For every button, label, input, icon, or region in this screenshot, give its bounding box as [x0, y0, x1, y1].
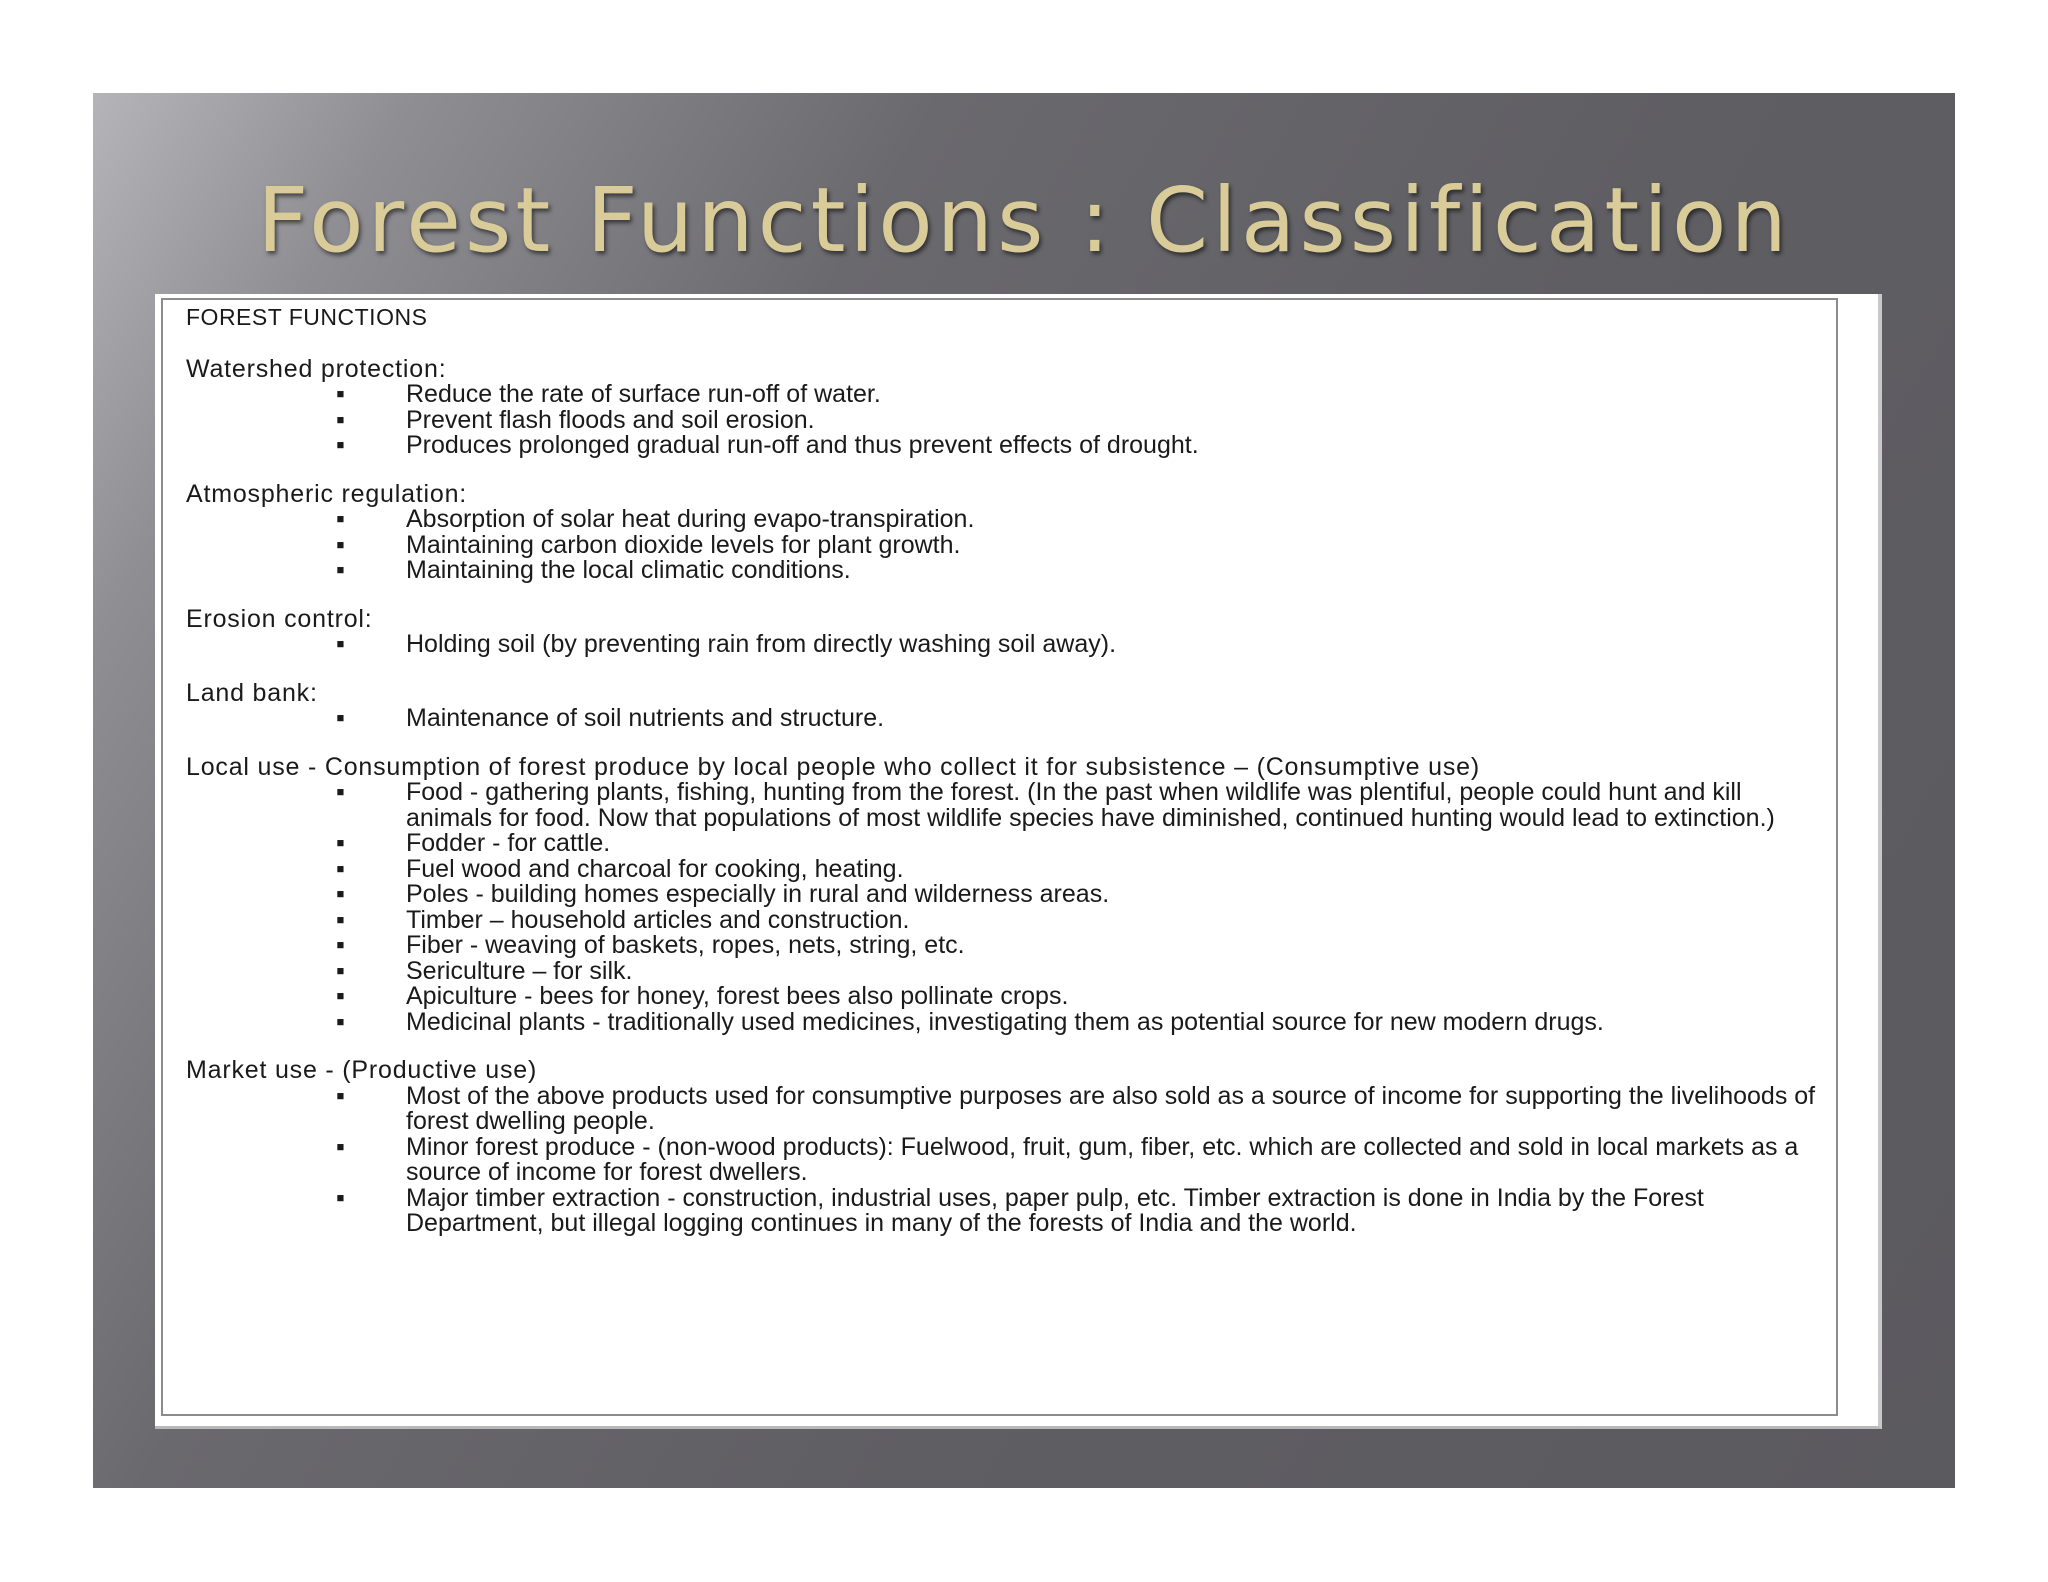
list-item: [186, 1007, 1846, 1036]
section: [186, 678, 1846, 732]
bullet-icon: ▪: [336, 431, 345, 459]
list-item: [186, 1132, 1846, 1186]
bullet-icon: ▪: [336, 380, 345, 408]
list-item: [186, 1183, 1846, 1237]
list-item-text: Medicinal plants - traditionally used medicines, investigating them as potential source for new modern drugs.: [406, 1007, 1604, 1036]
bullet-list: [186, 507, 1846, 584]
bullet-icon: ▪: [336, 829, 345, 857]
document-content: [186, 305, 1846, 1260]
list-item: [186, 382, 1846, 408]
list-item: [186, 405, 1846, 434]
list-item: [186, 530, 1846, 559]
document-heading: FOREST FUNCTIONS: [186, 304, 428, 330]
section-title: Market use - (Productive use): [186, 1056, 538, 1084]
section: [186, 1058, 1846, 1237]
list-item-text: Sericulture – for silk.: [406, 956, 633, 985]
section: [186, 604, 1846, 658]
bullet-icon: ▪: [336, 704, 345, 732]
bullet-icon: ▪: [336, 905, 345, 934]
list-item-text: Major timber extraction - construction, industrial uses, paper pulp, etc. Timber extraction is done in India by the Forest Department, but illegal logging continues in many of the forests of India and the world.: [406, 1183, 1704, 1237]
list-item: [186, 632, 1846, 658]
bullet-icon: ▪: [336, 1081, 345, 1110]
list-item: [186, 507, 1846, 533]
section-title: Local use - Consumption of forest produce by local people who collect it for subsistence – (Consumptive use): [186, 752, 1480, 781]
bullet-list: [186, 780, 1846, 1035]
list-item-text: Fuel wood and charcoal for cooking, heating.: [406, 854, 904, 883]
list-item-text: Maintaining the local climatic conditions.: [406, 556, 851, 584]
bullet-icon: ▪: [336, 630, 345, 658]
bullet-list: [186, 382, 1846, 459]
slide-title: Forest Functions : Classification: [257, 168, 1791, 272]
bullet-list: [186, 632, 1846, 658]
bullet-list: [186, 706, 1846, 732]
bullet-icon: ▪: [336, 982, 345, 1010]
bullet-icon: ▪: [336, 956, 345, 985]
list-item: [186, 854, 1846, 883]
list-item-text: Maintenance of soil nutrients and structure.: [406, 704, 885, 732]
bullet-icon: ▪: [336, 1007, 345, 1036]
list-item: [186, 558, 1846, 584]
section-title: Watershed protection:: [186, 354, 447, 383]
list-item-text: Produces prolonged gradual run-off and thus prevent effects of drought.: [406, 431, 1199, 459]
section-title: Erosion control:: [186, 604, 373, 633]
list-item: [186, 1081, 1846, 1135]
bullet-icon: ▪: [336, 1183, 345, 1212]
bullet-icon: ▪: [336, 556, 345, 584]
section-title: Atmospheric regulation:: [186, 479, 468, 508]
list-item-text: Prevent flash floods and soil erosion.: [406, 405, 815, 434]
bullet-icon: ▪: [336, 405, 345, 434]
bullet-icon: ▪: [336, 530, 345, 559]
section: [186, 479, 1846, 584]
list-item-text: Holding soil (by preventing rain from directly washing soil away).: [406, 630, 1117, 658]
list-item-text: Timber – household articles and construction.: [406, 905, 910, 934]
list-item-text: Reduce the rate of surface run-off of water.: [406, 380, 881, 408]
bullet-icon: ▪: [336, 505, 345, 533]
list-item-text: Fiber - weaving of baskets, ropes, nets, string, etc.: [406, 931, 965, 959]
list-item: [186, 905, 1846, 934]
bullet-list: [186, 1081, 1846, 1237]
bullet-icon: ▪: [336, 778, 345, 806]
slide: [93, 93, 1955, 1488]
list-item: [186, 433, 1846, 459]
list-item: [186, 984, 1846, 1010]
list-item-text: Maintaining carbon dioxide levels for plant growth.: [406, 530, 961, 559]
list-item-text: Fodder - for cattle.: [406, 829, 611, 857]
bullet-icon: ▪: [336, 1132, 345, 1161]
bullet-icon: ▪: [336, 931, 345, 959]
bullet-icon: ▪: [336, 854, 345, 883]
section: [186, 354, 1846, 459]
list-item: [186, 831, 1846, 857]
list-item-text: Apiculture - bees for honey, forest bees also pollinate crops.: [406, 982, 1069, 1010]
section: [186, 752, 1846, 1036]
list-item: [186, 706, 1846, 732]
list-item: [186, 780, 1846, 831]
list-item-text: Most of the above products used for consumptive purposes are also sold as a source of income for supporting the livelihoods of forest dwelling people.: [406, 1081, 1816, 1135]
section-title: Land bank:: [186, 678, 318, 707]
section-list: [186, 354, 1846, 1237]
list-item: [186, 882, 1846, 908]
list-item-text: Food - gathering plants, fishing, hunting from the forest. (In the past when wildlife was plentiful, people could hunt and kill animals for food. Now that populations of most wildlife species have diminished, continued hunting would lead to extinction.): [406, 778, 1775, 832]
document-image-panel: [155, 294, 1882, 1429]
bullet-icon: ▪: [336, 880, 345, 908]
list-item-text: Minor forest produce - (non-wood products): Fuelwood, fruit, gum, fiber, etc. which are collected and sold in local markets as a source of income for forest dwellers.: [406, 1132, 1799, 1186]
list-item-text: Absorption of solar heat during evapo-transpiration.: [406, 505, 975, 533]
list-item-text: Poles - building homes especially in rural and wilderness areas.: [406, 880, 1110, 908]
list-item: [186, 956, 1846, 985]
list-item: [186, 933, 1846, 959]
